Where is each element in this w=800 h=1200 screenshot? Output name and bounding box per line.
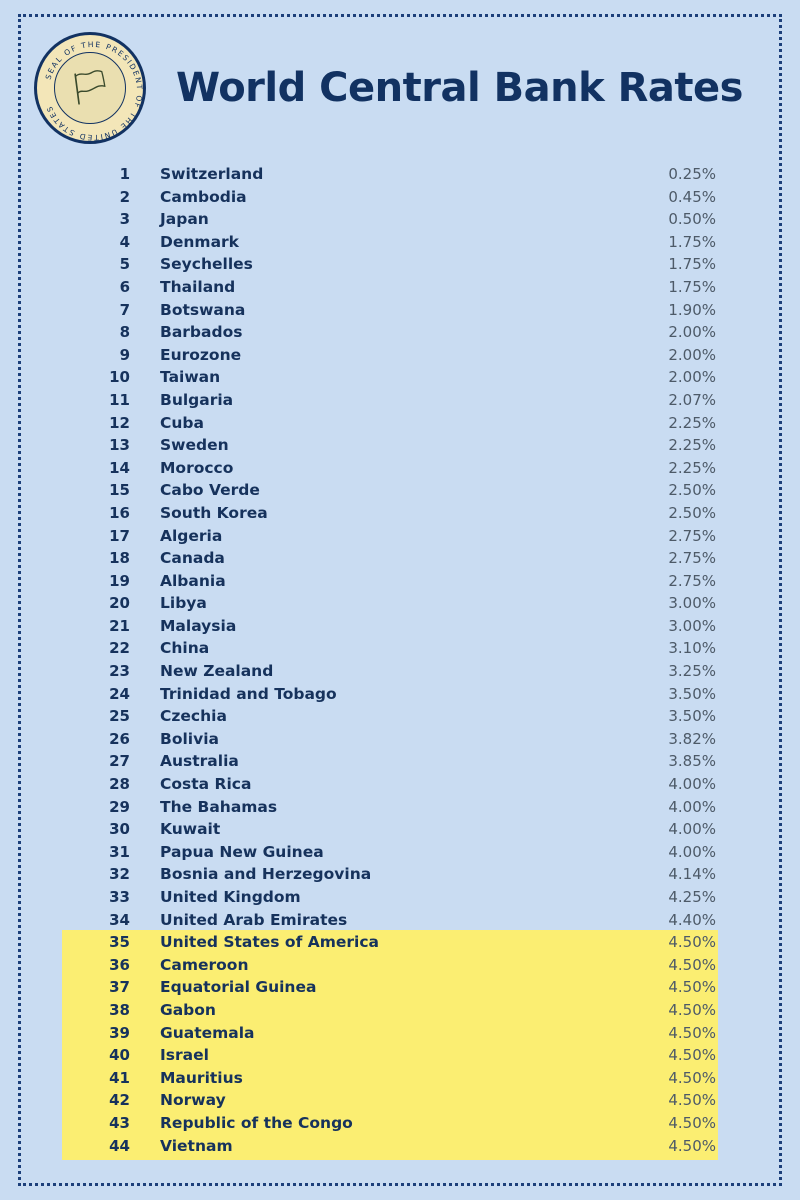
table-row — [34, 572, 746, 595]
country-cell: Mauritius — [160, 1068, 243, 1087]
country-cell: Denmark — [160, 232, 239, 251]
table-row-inner — [34, 1114, 746, 1132]
table-row-inner — [34, 165, 746, 183]
country-cell: Kuwait — [160, 820, 221, 839]
country-cell: United Arab Emirates — [160, 910, 348, 929]
table-row-inner — [34, 888, 746, 906]
table-row-inner — [34, 594, 746, 612]
table-row — [34, 346, 746, 369]
rate-cell: 4.50% — [668, 1023, 716, 1042]
table-row — [34, 865, 746, 888]
table-row — [34, 481, 746, 504]
rank-cell: 37 — [109, 978, 130, 997]
country-cell: Trinidad and Tobago — [160, 684, 337, 703]
table-row — [34, 639, 746, 662]
table-row — [34, 911, 746, 934]
rank-cell: 1 — [119, 165, 130, 183]
rate-cell: 2.00% — [668, 345, 716, 364]
rank-cell: 33 — [109, 888, 130, 906]
table-row — [34, 820, 746, 843]
rank-cell: 28 — [109, 775, 130, 794]
table-row-inner — [34, 956, 746, 974]
table-row-inner — [34, 662, 746, 680]
table-row — [34, 888, 746, 911]
rate-cell: 2.25% — [668, 436, 716, 455]
seal-inner-disc — [54, 52, 126, 124]
rate-cell: 4.14% — [668, 865, 716, 884]
rate-cell: 3.82% — [668, 729, 716, 748]
table-row — [34, 301, 746, 324]
table-row — [34, 685, 746, 708]
country-cell: Morocco — [160, 458, 234, 477]
table-row — [34, 436, 746, 459]
rank-cell: 10 — [109, 368, 130, 387]
rate-cell: 1.75% — [668, 232, 716, 251]
rank-cell: 31 — [109, 842, 130, 861]
rate-cell: 4.00% — [668, 842, 716, 861]
table-row-inner — [34, 323, 746, 341]
country-cell: Vietnam — [160, 1136, 233, 1155]
country-cell: Algeria — [160, 526, 223, 545]
country-cell: Botswana — [160, 300, 246, 319]
table-row — [34, 549, 746, 572]
rate-cell: 2.75% — [668, 549, 716, 568]
page-title: World Central Bank Rates — [176, 65, 743, 111]
rank-cell: 38 — [109, 1000, 130, 1019]
rank-cell: 34 — [109, 910, 130, 929]
country-cell: Cabo Verde — [160, 481, 260, 500]
table-row — [34, 956, 746, 979]
table-row — [34, 527, 746, 550]
rank-cell: 27 — [109, 752, 130, 771]
country-cell: Libya — [160, 594, 207, 613]
country-cell: Bolivia — [160, 729, 219, 748]
rank-cell: 43 — [109, 1113, 130, 1132]
rate-cell: 4.50% — [668, 955, 716, 974]
table-row-inner — [34, 752, 746, 770]
country-cell: Gabon — [160, 1000, 216, 1019]
table-row-inner — [34, 572, 746, 590]
rate-cell: 4.50% — [668, 978, 716, 997]
rank-cell: 18 — [109, 549, 130, 568]
rank-cell: 25 — [109, 707, 130, 726]
rank-cell: 6 — [119, 277, 130, 296]
rank-cell: 23 — [109, 662, 130, 681]
rank-cell: 22 — [109, 639, 130, 658]
table-row-inner — [34, 346, 746, 364]
table-row-inner — [34, 730, 746, 748]
table-row — [34, 843, 746, 866]
table-row-inner — [34, 1001, 746, 1019]
country-cell: Australia — [160, 752, 239, 771]
table-row — [34, 1069, 746, 1092]
rank-cell: 13 — [109, 436, 130, 455]
rank-cell: 8 — [119, 323, 130, 342]
country-cell: Canada — [160, 549, 225, 568]
table-row — [34, 1114, 746, 1137]
country-cell: Sweden — [160, 436, 229, 455]
rate-cell: 3.85% — [668, 752, 716, 771]
table-row-inner — [34, 188, 746, 206]
rate-cell: 4.50% — [668, 1113, 716, 1132]
country-cell: Malaysia — [160, 616, 237, 635]
rate-cell: 4.50% — [668, 1068, 716, 1087]
rate-cell: 2.25% — [668, 413, 716, 432]
table-row — [34, 165, 746, 188]
country-cell: Norway — [160, 1091, 226, 1110]
rate-cell: 2.75% — [668, 526, 716, 545]
rank-cell: 36 — [109, 955, 130, 974]
rate-cell: 4.00% — [668, 797, 716, 816]
table-row — [34, 459, 746, 482]
rate-cell: 3.10% — [668, 639, 716, 658]
rank-cell: 29 — [109, 797, 130, 816]
table-row — [34, 662, 746, 685]
country-cell: Japan — [160, 210, 209, 229]
rank-cell: 40 — [109, 1046, 130, 1065]
rate-cell: 4.50% — [668, 1091, 716, 1110]
table-row-inner — [34, 1046, 746, 1064]
rate-cell: 4.00% — [668, 775, 716, 794]
country-cell: Cameroon — [160, 955, 249, 974]
rank-cell: 39 — [109, 1023, 130, 1042]
rate-cell: 4.50% — [668, 1046, 716, 1065]
rate-cell: 4.40% — [668, 910, 716, 929]
rank-cell: 16 — [109, 503, 130, 522]
rate-cell: 2.07% — [668, 390, 716, 409]
rate-cell: 2.50% — [668, 481, 716, 500]
country-cell: Bulgaria — [160, 390, 234, 409]
table-row — [34, 368, 746, 391]
table-row-inner — [34, 301, 746, 319]
rate-cell: 3.00% — [668, 594, 716, 613]
svg-text:SEAL OF THE PRESIDENT OF THE U: SEAL OF THE PRESIDENT OF THE UNITED STATES — [43, 39, 145, 143]
country-cell: Albania — [160, 571, 226, 590]
table-row — [34, 730, 746, 753]
rank-cell: 7 — [119, 300, 130, 319]
rank-cell: 11 — [109, 390, 130, 409]
rank-cell: 15 — [109, 481, 130, 500]
table-row — [34, 1001, 746, 1024]
table-row-inner — [34, 549, 746, 567]
table-row — [34, 617, 746, 640]
table-row — [34, 1024, 746, 1047]
table-row-inner — [34, 775, 746, 793]
table-row — [34, 1137, 746, 1160]
table-row — [34, 323, 746, 346]
rank-cell: 24 — [109, 684, 130, 703]
country-cell: Bosnia and Herzegovina — [160, 865, 372, 884]
table-row-inner — [34, 617, 746, 635]
rank-cell: 2 — [119, 187, 130, 206]
rate-cell: 4.00% — [668, 820, 716, 839]
table-row-inner — [34, 255, 746, 273]
country-cell: Papua New Guinea — [160, 842, 324, 861]
table-row-inner — [34, 233, 746, 251]
rank-cell: 41 — [109, 1068, 130, 1087]
table-row — [34, 978, 746, 1001]
rate-cell: 0.45% — [668, 187, 716, 206]
table-row-inner — [34, 707, 746, 725]
rate-cell: 0.50% — [668, 210, 716, 229]
table-row — [34, 707, 746, 730]
rank-cell: 35 — [109, 933, 130, 952]
table-row-inner — [34, 685, 746, 703]
table-row-inner — [34, 639, 746, 657]
table-row-inner — [34, 978, 746, 996]
country-cell: Costa Rica — [160, 775, 252, 794]
country-cell: Seychelles — [160, 255, 253, 274]
table-row — [34, 1091, 746, 1114]
table-row-inner — [34, 911, 746, 929]
table-row-inner — [34, 210, 746, 228]
rate-cell: 3.00% — [668, 616, 716, 635]
table-row — [34, 775, 746, 798]
country-cell: China — [160, 639, 210, 658]
rank-cell: 21 — [109, 616, 130, 635]
table-row-inner — [34, 933, 746, 951]
presidential-seal-icon — [34, 32, 146, 144]
rank-cell: 32 — [109, 865, 130, 884]
rate-cell: 4.50% — [668, 933, 716, 952]
rate-cell: 2.50% — [668, 503, 716, 522]
table-row — [34, 233, 746, 256]
table-row-inner — [34, 1137, 746, 1155]
rank-cell: 9 — [119, 345, 130, 364]
table-row — [34, 594, 746, 617]
table-row — [34, 210, 746, 233]
table-row-inner — [34, 278, 746, 296]
table-row-inner — [34, 798, 746, 816]
country-cell: Equatorial Guinea — [160, 978, 317, 997]
country-cell: Eurozone — [160, 345, 242, 364]
table-row-inner — [34, 820, 746, 838]
table-row — [34, 933, 746, 956]
table-row-inner — [34, 1091, 746, 1109]
rate-cell: 1.75% — [668, 255, 716, 274]
country-cell: Guatemala — [160, 1023, 255, 1042]
rank-cell: 20 — [109, 594, 130, 613]
rate-cell: 2.25% — [668, 458, 716, 477]
country-cell: United States of America — [160, 933, 379, 952]
table-row — [34, 414, 746, 437]
rate-cell: 1.90% — [668, 300, 716, 319]
rank-cell: 26 — [109, 729, 130, 748]
rank-cell: 30 — [109, 820, 130, 839]
rank-cell: 14 — [109, 458, 130, 477]
country-cell: Czechia — [160, 707, 227, 726]
table-row-inner — [34, 414, 746, 432]
rate-cell: 2.75% — [668, 571, 716, 590]
table-row — [34, 255, 746, 278]
country-cell: Thailand — [160, 277, 236, 296]
country-cell: New Zealand — [160, 662, 274, 681]
table-row — [34, 504, 746, 527]
rate-cell: 4.50% — [668, 1136, 716, 1155]
rate-cell: 3.50% — [668, 707, 716, 726]
table-row-inner — [34, 1024, 746, 1042]
country-cell: South Korea — [160, 503, 268, 522]
rank-cell: 17 — [109, 526, 130, 545]
table-row — [34, 188, 746, 211]
rates-list — [34, 165, 746, 1159]
rate-cell: 2.00% — [668, 323, 716, 342]
country-cell: Israel — [160, 1046, 209, 1065]
table-row — [34, 278, 746, 301]
rate-cell: 4.25% — [668, 888, 716, 906]
table-row-inner — [34, 436, 746, 454]
table-row-inner — [34, 1069, 746, 1087]
rank-cell: 5 — [119, 255, 130, 274]
rate-cell: 3.25% — [668, 662, 716, 681]
table-row — [34, 391, 746, 414]
eagle-emblem-icon: 🏳 — [68, 68, 112, 108]
rate-cell: 0.25% — [668, 165, 716, 183]
table-row-inner — [34, 391, 746, 409]
table-row-inner — [34, 368, 746, 386]
rank-cell: 12 — [109, 413, 130, 432]
table-row-inner — [34, 459, 746, 477]
table-row-inner — [34, 843, 746, 861]
header — [34, 28, 743, 148]
table-row — [34, 1046, 746, 1069]
rate-cell: 1.75% — [668, 277, 716, 296]
rank-cell: 42 — [109, 1091, 130, 1110]
rank-cell: 19 — [109, 571, 130, 590]
table-row-inner — [34, 527, 746, 545]
rate-cell: 4.50% — [668, 1000, 716, 1019]
country-cell: Cuba — [160, 413, 204, 432]
rate-cell: 3.50% — [668, 684, 716, 703]
rank-cell: 44 — [109, 1136, 130, 1155]
country-cell: Barbados — [160, 323, 243, 342]
table-row-inner — [34, 504, 746, 522]
country-cell: The Bahamas — [160, 797, 278, 816]
rank-cell: 3 — [119, 210, 130, 229]
table-row — [34, 798, 746, 821]
country-cell: Taiwan — [160, 368, 221, 387]
table-row-inner — [34, 865, 746, 883]
table-row-inner — [34, 481, 746, 499]
rate-cell: 2.00% — [668, 368, 716, 387]
country-cell: Switzerland — [160, 165, 264, 183]
table-row — [34, 752, 746, 775]
country-cell: Cambodia — [160, 187, 247, 206]
rank-cell: 4 — [119, 232, 130, 251]
country-cell: Republic of the Congo — [160, 1113, 353, 1132]
country-cell: United Kingdom — [160, 888, 301, 906]
